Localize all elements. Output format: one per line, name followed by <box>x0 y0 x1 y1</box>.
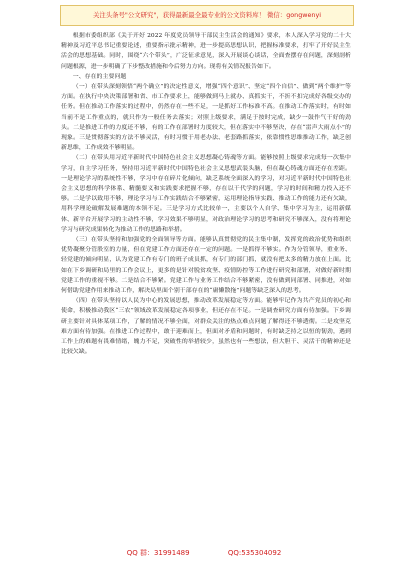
paragraph-point-3: （三）在带头坚持和加强党的全面领导等方面。能够认真贯彻党的民主集中制，发挥党的政治优势和组织优势凝聚分管股室的力量，但在党建工作方面还存在一定的问题。一是抓得不够实。作为分管领导，重业务、轻党建的倾向明显，认为党建工作有专门的班子成员抓，有专门的部门抓，就没有把太多的精力放在上面。比如在下乡调研和局里的工作会议上，更多的是针对脱贫攻坚、疫情防控等工作进行研究和部署，对做好新时期党建工作的重视不够。二是结合不够紧。党建工作与业务工作结合不够紧密，没有做到同部署、同推进，对如何借助党建作用来推动工作，解决局里面个别干部存在的“庸懒散拖”问题等缺乏深入的思考。 <box>61 237 351 295</box>
intro-paragraph: 根据市委组织部《关于开好 2022 年度党员领导干部民主生活会的通知》要求，本人深入学习党的二十大精神及习近平总书记重要论述，重要指示批示精神，进一步提高思想认识，把握标准要求，打牢了开好民主生活会的思想基础。同时，围绕“六个带头”，广泛征求意见，深入开展谈心谈话，全面查摆存在问题，深刻剖析问题根源，进一步明确了下步整改措施和今后努力方向。现将有关情况报告如下。 <box>61 33 351 70</box>
promo-banner <box>60 5 354 26</box>
section-heading: 一、存在的主要问题 <box>72 73 127 80</box>
paragraph-point-4: （四）在带头坚持以人民为中心的发展思想，推动改革发展稳定等方面。能够牢记作为共产党员的初心和使命，积极推动我区“三农”领域改革发展稳定各项事业，但还存在不足。一是调查研究方面有待加强。下乡调研主要针对具体某项工作，了解的情况不够全面，对群众关注的热点难点问题了解得还不够透彻。二是攻坚克难方面有待加强。在推进工作过程中，敢于迎难而上，但面对矛盾和问题时，有时缺乏持之以恒的韧劲，遇到工作上的难题有畏难情绪，魄力不足，突破性的举措较少，虽然也有一些想法，但大胆干、灵活干的精神还是比较欠缺。 <box>61 298 351 356</box>
paragraph-point-2: （二）在带头用习近平新时代中国特色社会主义思想凝心铸魂等方面。能够按照上级要求完成每一次集中学习，自主学习任务，坚持用习近平新时代中国特色社会主义思想武装头脑，但在凝心铸魂方面还存在差距。一是理论学习的系统性不够，学习中存在碎片化倾向，缺乏系统全面深入的学习，对习近平新时代中国特色社会主义思想的科学体系、精髓要义和实践要求把握不够，存在以干代学的问题，学习的时间和精力投入还不够。二是学以致用不够，理论学习与工作实践结合不够紧密，运用理论指导实践、推动工作的能力还有欠缺，用科学理论破解发展难题的本领不足。三是学习方式比较单一，主要以个人自学、集中学习为主，运用新媒体、新平台开展学习的主动性不够，学习效果不够明显，对政治理论学习的思考和研究不够深入，没有将理论学习与研究成果转化为推动工作的思路和举措。 <box>61 155 351 233</box>
document-body <box>61 31 351 358</box>
page-footer <box>0 548 408 558</box>
paragraph-point-1: （一）在带头深刻领悟“两个确立”的决定性意义，增强“四个意识”、坚定“四个自信”、做到“两个维护”等方面。在执行中央决策部署和省、市工作要求上，能够做到马上就办、真抓实干，不折不扣完成好各级交办的任务。但在推动工作落实的过程中，仍然存在一些不足，一是抓好工作标准不高。在推动工作落实时，有时如当前不是工作重点的，就只作为一般任务去落实；对照上级要求，满足于按时完成，缺少一鼓作气干好的劲头。二是推进工作的力度还不够，有的工作在部署时力度较大，但在落实中不够坚决，存在“雷声大雨点小”的现象。三是贯彻落实的方法不够灵活，有时习惯于用老办法、老套路抓落实，依靠惯性思维推动工作，缺乏创新思维，工作成效不够明显。 <box>61 84 351 152</box>
promo-banner-text: 关注头条号"公文研究"，获得最新最全最专业的公文资料库！ 微信：gongwenyi <box>92 11 322 19</box>
footer-qq: QQ:535304092 <box>227 549 282 557</box>
footer-qq-group: QQ 群：31991489 <box>126 549 190 557</box>
